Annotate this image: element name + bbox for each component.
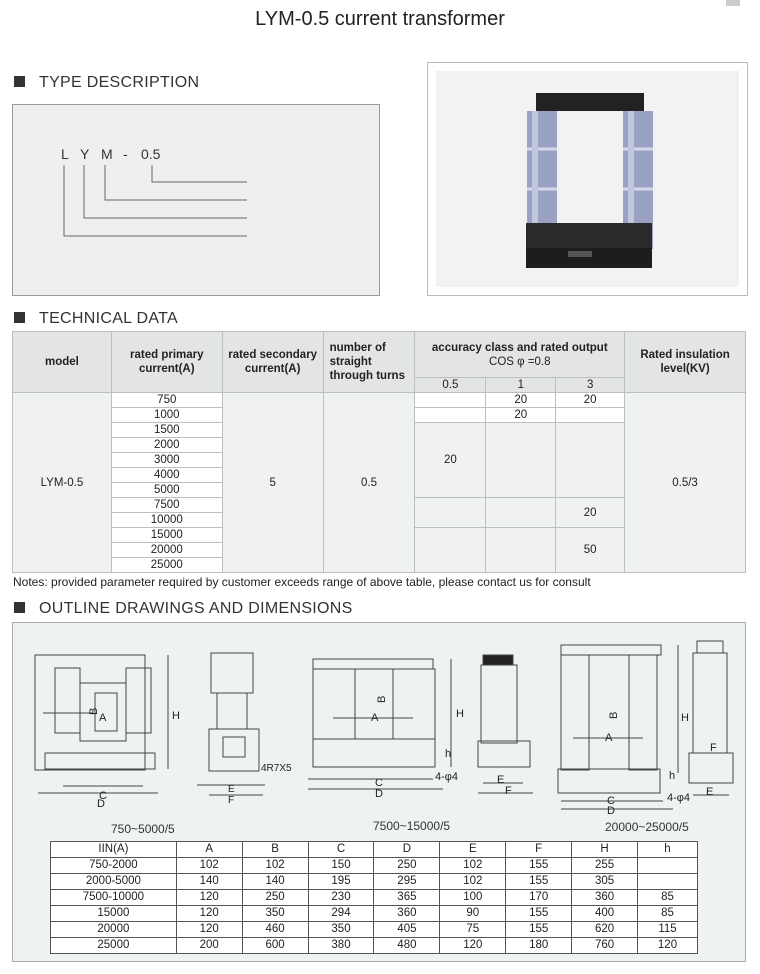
cell-acc — [556, 408, 625, 423]
label-F: F — [505, 785, 512, 797]
cell-secondary: 5 — [222, 393, 323, 573]
dim-cell: 102 — [440, 874, 506, 890]
cell-acc — [415, 528, 486, 573]
cell-primary: 750 — [111, 393, 222, 408]
section-bullet-icon — [14, 312, 25, 323]
dim-cell: 400 — [572, 906, 638, 922]
dim-header-row — [51, 842, 698, 858]
cell-acc — [486, 528, 556, 573]
dim-cell: 120 — [176, 922, 242, 938]
dim-cell: A — [176, 842, 242, 858]
dim-cell: 180 — [506, 938, 572, 954]
section-heading: TECHNICAL DATA — [39, 310, 179, 327]
cell-primary: 7500 — [111, 498, 222, 513]
outline-drawings — [13, 623, 745, 843]
header-turns: number of straight through turns — [323, 332, 415, 393]
drawing-2-front — [308, 659, 451, 789]
label-E: E — [228, 784, 235, 795]
cell-acc — [415, 408, 486, 423]
dim-cell: 600 — [242, 938, 308, 954]
cell-primary: 5000 — [111, 483, 222, 498]
header-model: model — [13, 332, 112, 393]
dim-cell: 170 — [506, 890, 572, 906]
cell-primary: 25000 — [111, 558, 222, 573]
dim-cell: 25000 — [51, 938, 177, 954]
dim-cell: 620 — [572, 922, 638, 938]
section-outline — [14, 600, 353, 618]
label-D: D — [375, 788, 383, 800]
dim-cell: 120 — [176, 890, 242, 906]
dim-cell: 405 — [374, 922, 440, 938]
dim-cell: H — [572, 842, 638, 858]
code-number: 0.5 — [141, 146, 161, 162]
dim-cell: 150 — [308, 858, 374, 874]
section-bullet-icon — [14, 602, 25, 613]
drawing-2-side — [478, 655, 533, 793]
dim-cell: 85 — [638, 906, 698, 922]
dim-cell: 115 — [638, 922, 698, 938]
dim-cell: 20000 — [51, 922, 177, 938]
dim-cell: 102 — [176, 858, 242, 874]
dim-row — [51, 890, 698, 906]
cell-acc — [486, 498, 556, 528]
dim-cell — [638, 858, 698, 874]
dim-cell: 365 — [374, 890, 440, 906]
header-accuracy — [415, 332, 625, 378]
label-B: B — [376, 695, 388, 703]
label-A: A — [371, 712, 379, 724]
label-H: H — [172, 710, 180, 722]
product-photo — [427, 62, 748, 296]
cell-acc: 20 — [415, 423, 486, 498]
page-title: LYM-0.5 current transformer — [255, 8, 505, 30]
section-technical-data — [14, 310, 178, 328]
accuracy-cos: COS φ =0.8 — [489, 355, 551, 368]
cell-acc — [556, 423, 625, 498]
drawing-1-front — [35, 655, 168, 793]
dim-cell: D — [374, 842, 440, 858]
cell-acc: 20 — [486, 408, 556, 423]
dim-cell: 294 — [308, 906, 374, 922]
dim-cell: 350 — [242, 906, 308, 922]
notes: Notes: provided parameter required by customer exceeds range of above table, please contact us for consult — [13, 575, 591, 589]
dim-cell: 750-2000 — [51, 858, 177, 874]
dim-cell: 15000 — [51, 906, 177, 922]
dimensions-table — [50, 841, 698, 954]
code-dash: - — [123, 146, 128, 162]
cell-acc — [486, 423, 556, 498]
type-description-box — [12, 104, 380, 296]
dim-cell: 360 — [374, 906, 440, 922]
dim-cell: 155 — [506, 858, 572, 874]
cell-acc — [415, 393, 486, 408]
label-h: h — [669, 770, 676, 782]
dim-cell: h — [638, 842, 698, 858]
label-D: D — [97, 798, 105, 810]
dim-cell: B — [242, 842, 308, 858]
header-class-1: 1 — [486, 378, 556, 393]
caption-3: 20000~25000/5 — [605, 820, 689, 834]
label-E: E — [497, 774, 505, 786]
cell-acc: 50 — [556, 528, 625, 573]
cell-acc: 20 — [486, 393, 556, 408]
dim-cell: 255 — [572, 858, 638, 874]
corner-mark — [726, 0, 740, 6]
dim-cell: 102 — [242, 858, 308, 874]
dim-row — [51, 906, 698, 922]
label-slot: 4R7X5 — [261, 763, 292, 774]
cell-turns: 0.5 — [323, 393, 415, 573]
dim-cell: 90 — [440, 906, 506, 922]
header-class-05: 0.5 — [415, 378, 486, 393]
section-type-description — [14, 74, 199, 92]
label-F: F — [710, 742, 717, 754]
section-heading: TYPE DESCRIPTION — [39, 74, 200, 91]
section-bullet-icon — [14, 76, 25, 87]
dim-cell: 380 — [308, 938, 374, 954]
dim-cell — [638, 874, 698, 890]
dim-cell: 200 — [176, 938, 242, 954]
dim-cell: E — [440, 842, 506, 858]
dim-cell: 155 — [506, 906, 572, 922]
label-C: C — [607, 795, 615, 807]
dim-cell: 460 — [242, 922, 308, 938]
dim-cell: 155 — [506, 874, 572, 890]
dim-row — [51, 858, 698, 874]
drawing-3-side — [689, 641, 733, 795]
dim-cell: 120 — [176, 906, 242, 922]
label-B: B — [88, 707, 100, 715]
label-holes: 4-φ4 — [435, 771, 459, 783]
dim-cell: 2000-5000 — [51, 874, 177, 890]
dim-row — [51, 922, 698, 938]
section-heading: OUTLINE DRAWINGS AND DIMENSIONS — [39, 600, 353, 617]
cell-primary: 15000 — [111, 528, 222, 543]
dim-cell: 75 — [440, 922, 506, 938]
cell-primary: 2000 — [111, 438, 222, 453]
code-letter-Y: Y — [80, 146, 90, 162]
cell-primary: 10000 — [111, 513, 222, 528]
label-E: E — [706, 786, 714, 798]
cell-acc: 20 — [556, 498, 625, 528]
caption-1: 750~5000/5 — [111, 822, 175, 836]
header-secondary: rated secondary current(A) — [222, 332, 323, 393]
dim-cell: F — [506, 842, 572, 858]
dim-cell: C — [308, 842, 374, 858]
cell-acc: 20 — [556, 393, 625, 408]
dim-cell: 155 — [506, 922, 572, 938]
cell-primary: 1000 — [111, 408, 222, 423]
dim-cell: 140 — [242, 874, 308, 890]
cell-primary: 3000 — [111, 453, 222, 468]
header-primary: rated primary current(A) — [111, 332, 222, 393]
dim-cell: 195 — [308, 874, 374, 890]
cell-primary: 4000 — [111, 468, 222, 483]
dim-cell: 7500-10000 — [51, 890, 177, 906]
dim-cell: 350 — [308, 922, 374, 938]
dim-cell: 140 — [176, 874, 242, 890]
dim-row — [51, 938, 698, 954]
header-class-3: 3 — [556, 378, 625, 393]
drawing-1-side — [197, 653, 265, 795]
code-letter-M: M — [101, 146, 113, 162]
label-C: C — [375, 777, 383, 789]
label-B: B — [608, 711, 620, 719]
header-insulation: Rated insulation level(KV) — [625, 332, 746, 393]
cell-primary: 1500 — [111, 423, 222, 438]
dim-cell: 480 — [374, 938, 440, 954]
dim-cell: 85 — [638, 890, 698, 906]
label-F: F — [228, 795, 235, 806]
label-holes: 4-φ4 — [667, 792, 691, 804]
dim-cell: IIN(A) — [51, 842, 177, 858]
dim-cell: 250 — [374, 858, 440, 874]
label-D: D — [607, 805, 615, 817]
dim-cell: 120 — [638, 938, 698, 954]
dim-cell: 305 — [572, 874, 638, 890]
dim-cell: 120 — [440, 938, 506, 954]
cell-primary: 20000 — [111, 543, 222, 558]
dim-cell: 102 — [440, 858, 506, 874]
technical-data-table — [12, 331, 746, 573]
drawing-3-front — [558, 645, 678, 809]
dim-cell: 250 — [242, 890, 308, 906]
label-H: H — [456, 708, 464, 720]
caption-2: 7500~15000/5 — [373, 819, 451, 833]
dim-cell: 760 — [572, 938, 638, 954]
dim-cell: 100 — [440, 890, 506, 906]
label-A: A — [605, 732, 613, 744]
dim-cell: 230 — [308, 890, 374, 906]
accuracy-title: accuracy class and rated output — [431, 341, 608, 354]
cell-insulation: 0.5/3 — [625, 393, 746, 573]
label-A: A — [99, 712, 107, 724]
cell-acc — [415, 498, 486, 528]
cell-model: LYM-0.5 — [13, 393, 112, 573]
type-code-diagram — [13, 105, 381, 297]
dim-row — [51, 874, 698, 890]
label-h: h — [445, 748, 452, 760]
code-letter-L: L — [61, 146, 69, 162]
dim-cell: 360 — [572, 890, 638, 906]
label-C: C — [99, 790, 107, 802]
label-H: H — [681, 712, 689, 724]
dim-cell: 295 — [374, 874, 440, 890]
